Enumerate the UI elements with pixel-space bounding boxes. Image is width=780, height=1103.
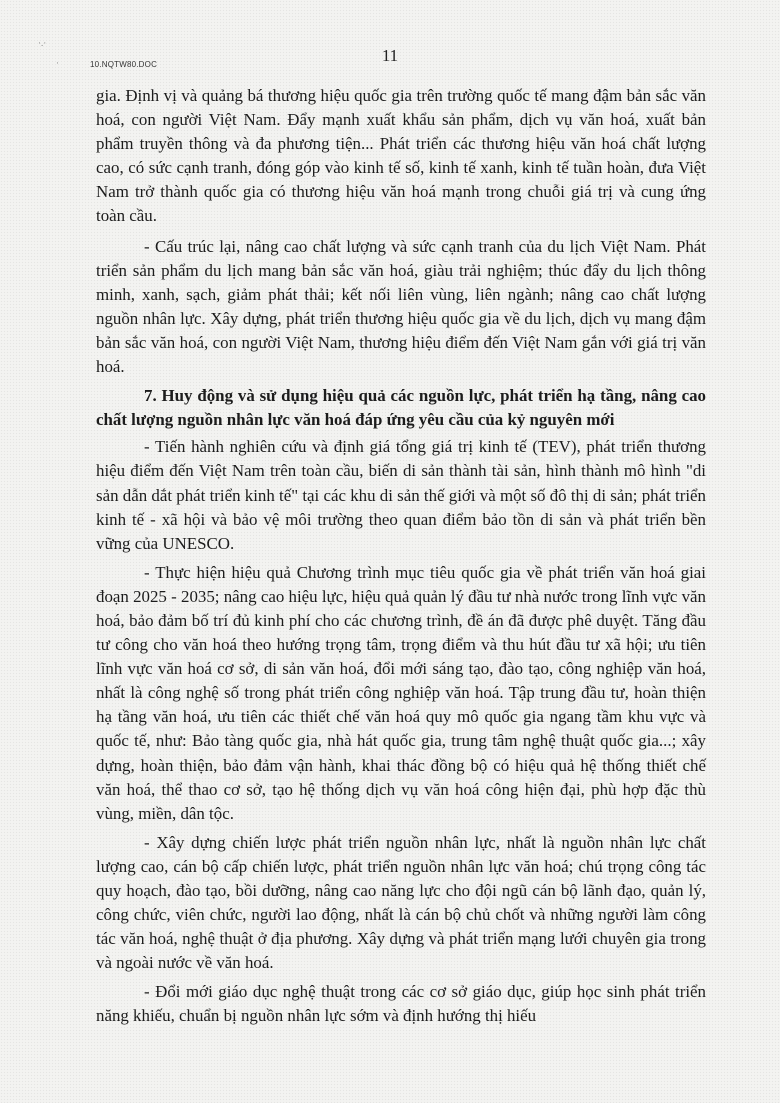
page-number: 11 — [381, 46, 399, 65]
document-body — [96, 84, 706, 1034]
paragraph-heritage: - Tiến hành nghiên cứu và định giá tổng giá trị kinh tế (TEV), phát triển thương hiệu điểm đến Việt Nam trên toàn cầu, biến di sản thành tài sản, hình thành mô hình "di sản dẫn dắt phát triển kinh tế" tại các khu di sản thế giới và một số đô thị di sản; phát triển kinh tế - xã hội và bảo vệ môi trường theo quan điểm bảo tồn di sản và phát triển bền vững của UNESCO. — [96, 437, 706, 553]
scan-speck: ·.· — [38, 38, 47, 48]
section-heading-7: 7. Huy động và sử dụng hiệu quả các nguồn lực, phát triển hạ tầng, nâng cao chất lượng nguồn nhân lực văn hoá đáp ứng yêu cầu của kỷ nguyên mới — [96, 386, 706, 430]
paragraph-investment: - Thực hiện hiệu quả Chương trình mục tiêu quốc gia về phát triển văn hoá giai đoạn 2025 - 2035; nâng cao hiệu lực, hiệu quả quản lý đầu tư nhà nước trong lĩnh vực văn hoá, bảo đảm bố trí đủ kinh phí cho các chương trình, đề án đã được phê duyệt. Tăng đầu tư công cho văn hoá theo hướng trọng tâm, trọng điểm và thu hút đầu tư xã hội; ưu tiên lĩnh vực văn hoá cơ sở, di sản văn hoá, đổi mới sáng tạo, đào tạo, công nghiệp văn hoá, nhất là công nghệ số trong phát triển công nghiệp văn hoá. Tập trung đầu tư, hoàn thiện hạ tầng văn hoá, ưu tiên các thiết chế văn hoá quy mô quốc gia ngang tầm khu vực và quốc tế, như: Bảo tàng quốc gia, nhà hát quốc gia, trung tâm nghệ thuật quốc gia...; xây dựng, hoàn thiện, bảo đảm vận hành, khai thác đồng bộ có hiệu quả hệ thống thiết chế văn hoá, thể thao cơ sở, tạo hệ thống dịch vụ văn hoá công hiện đại, phù hợp đặc thù vùng, miền, dân tộc. — [96, 562, 706, 823]
paragraph-arts-education: - Đổi mới giáo dục nghệ thuật trong các cơ sở giáo dục, giúp học sinh phát triển năng khiếu, chuẩn bị nguồn nhân lực sớm và định hướng thị hiếu — [96, 982, 706, 1026]
paragraph-human-resources: - Xây dựng chiến lược phát triển nguồn nhân lực, nhất là nguồn nhân lực chất lượng cao, cán bộ cấp chiến lược, phát triển nguồn nhân lực văn hoá; chú trọng công tác quy hoạch, đào tạo, bồi dưỡng, nâng cao năng lực cho đội ngũ cán bộ lãnh đạo, quản lý, công chức, viên chức, người lao động, nhất là cán bộ chủ chốt và những người làm công tác văn hoá, nghệ thuật ở địa phương. Xây dựng và phát triển mạng lưới chuyên gia trong và ngoài nước về văn hoá. — [96, 832, 706, 973]
paragraph-continued: gia. Định vị và quảng bá thương hiệu quốc gia trên trường quốc tế mang đậm bản sắc văn hoá, con người Việt Nam. Đẩy mạnh xuất khẩu sản phẩm, dịch vụ văn hoá, xuất bản phẩm truyền thông và đa phương tiện... Phát triển các thương hiệu văn hoá chất lượng cao, có sức cạnh tranh, đóng góp vào kinh tế số, kinh tế xanh, kinh tế tuần hoàn, đưa Việt Nam trở thành quốc gia có thương hiệu văn hoá mạnh trong chuỗi giá trị và cung ứng toàn cầu. — [96, 86, 706, 226]
scan-speck: · — [56, 58, 59, 68]
paragraph-tourism: - Cấu trúc lại, nâng cao chất lượng và sức cạnh tranh của du lịch Việt Nam. Phát triển sản phẩm du lịch mang bản sắc văn hoá, giàu trải nghiệm; thúc đẩy du lịch thông minh, xanh, sạch, giảm phát thải; kết nối liên vùng, liên ngành; nâng cao chất lượng nguồn nhân lực. Xây dựng, phát triển thương hiệu quốc gia về du lịch, dịch vụ mang đậm bản sắc văn hoá, con người Việt Nam, thương hiệu điểm đến Việt Nam gắn với giá trị văn hoá. — [96, 236, 706, 377]
file-code: 10.NQTW80.DOC — [90, 60, 158, 69]
